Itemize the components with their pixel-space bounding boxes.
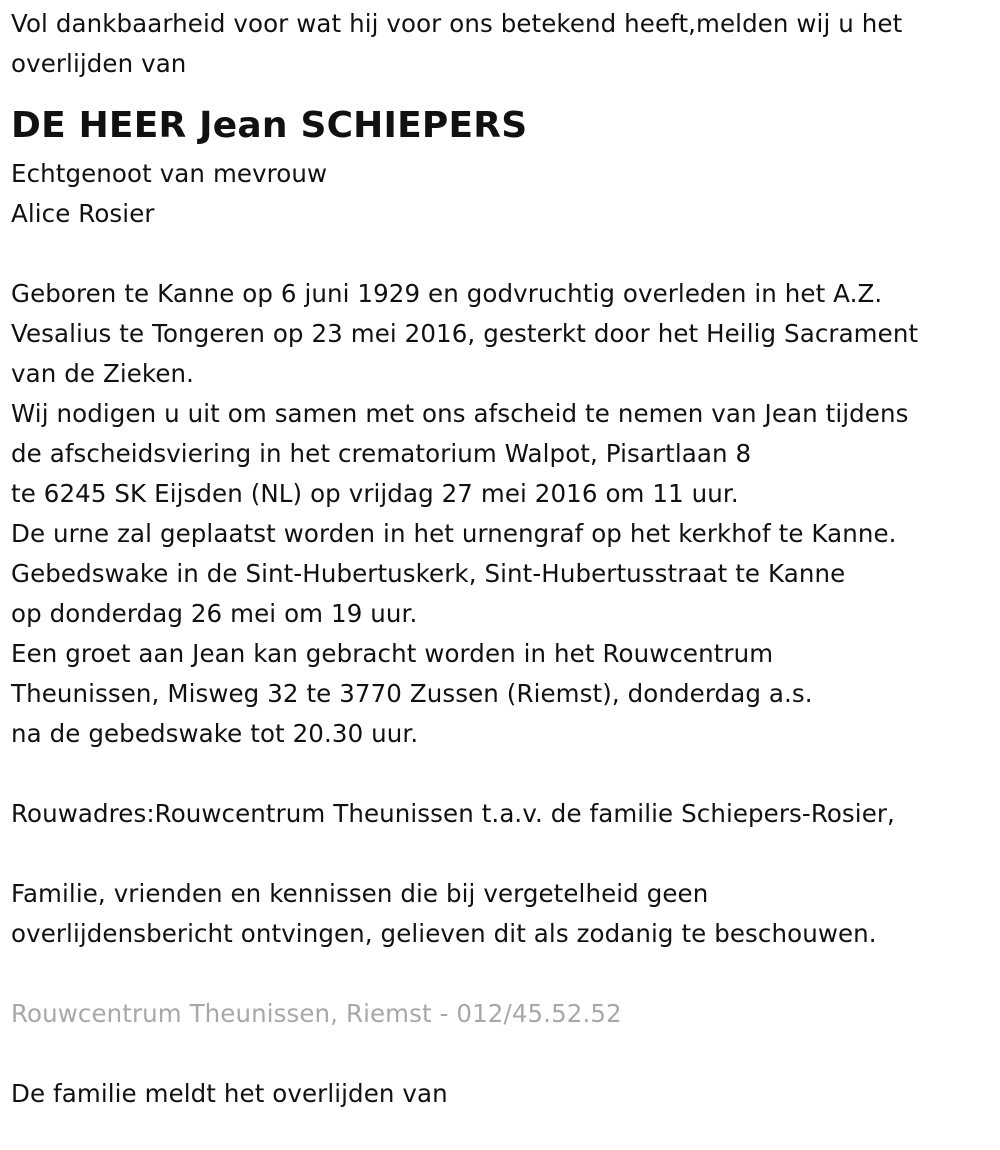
details-line: Wij nodigen u uit om samen met ons afscheid te nemen van Jean tijdens xyxy=(11,399,909,428)
notice-line-1: Familie, vrienden en kennissen die bij vergetelheid geen xyxy=(11,879,709,908)
intro-line-2: overlijden van xyxy=(11,49,187,78)
details-line: Gebedswake in de Sint-Hubertuskerk, Sint-Hubertusstraat te Kanne xyxy=(11,559,846,588)
details-line: de afscheidsviering in het crematorium Walpot, Pisartlaan 8 xyxy=(11,439,752,468)
details-line: Theunissen, Misweg 32 te 3770 Zussen (Riemst), donderdag a.s. xyxy=(11,679,813,708)
details-line: Vesalius te Tongeren op 23 mei 2016, gesterkt door het Heilig Sacrament xyxy=(11,319,919,348)
details-line: te 6245 SK Eijsden (NL) op vrijdag 27 mei 2016 om 11 uur. xyxy=(11,479,739,508)
details-line: op donderdag 26 mei om 19 uur. xyxy=(11,599,418,628)
spacer xyxy=(11,1034,996,1074)
mourning-address: Rouwadres:Rouwcentrum Theunissen t.a.v. de familie Schiepers-Rosier, xyxy=(11,799,895,828)
notice-line-2: overlijdensbericht ontvingen, gelieven dit als zodanig te beschouwen. xyxy=(11,919,877,948)
spouse-line-1: Echtgenoot van mevrouw xyxy=(11,159,328,188)
details-line: Geboren te Kanne op 6 juni 1929 en godvruchtig overleden in het A.Z. xyxy=(11,279,883,308)
obituary-document xyxy=(11,4,996,1114)
spacer xyxy=(11,834,996,874)
family-announcement: De familie meldt het overlijden van xyxy=(11,1079,448,1108)
spacer xyxy=(11,954,996,994)
spacer xyxy=(11,234,996,274)
deceased-name-heading: DE HEER Jean SCHIEPERS xyxy=(11,105,528,146)
spouse-line-2: Alice Rosier xyxy=(11,199,155,228)
funeral-home-contact: Rouwcentrum Theunissen, Riemst - 012/45.52.52 xyxy=(11,999,622,1028)
details-line: van de Zieken. xyxy=(11,359,195,388)
spacer xyxy=(11,754,996,794)
details-line: na de gebedswake tot 20.30 uur. xyxy=(11,719,419,748)
intro-line-1: Vol dankbaarheid voor wat hij voor ons betekend heeft,melden wij u het xyxy=(11,9,903,38)
details-line: De urne zal geplaatst worden in het urnengraf op het kerkhof te Kanne. xyxy=(11,519,897,548)
details-line: Een groet aan Jean kan gebracht worden in het Rouwcentrum xyxy=(11,639,774,668)
